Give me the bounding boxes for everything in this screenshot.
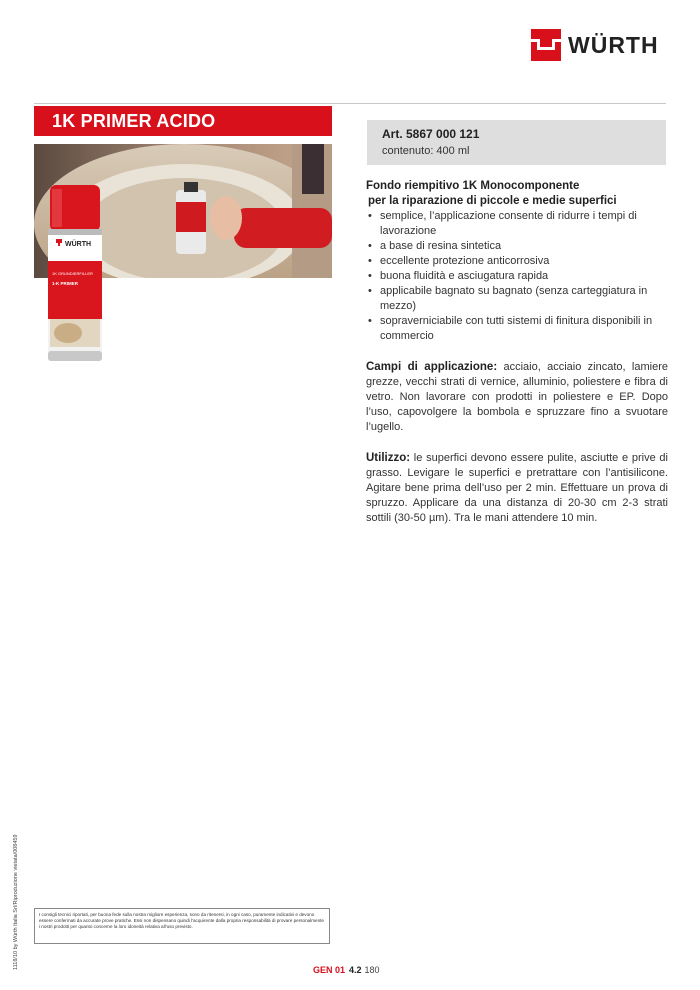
footer-section: 4.2 [349, 965, 362, 975]
spray-can-image [46, 185, 104, 363]
page-number: 180 [364, 965, 380, 975]
article-content: contenuto: 400 ml [382, 145, 470, 157]
feature-list [366, 209, 668, 344]
disclaimer-box: I consigli tecnici riportati, per buona fede sulla nostra migliore esperienza, sono da ritenersi, in ogni caso, puramente indicativi e devono essere confermati da accurate prove pratiche. Essi non dispensano quindi l’acquirente dalla propria responsabilità di provare personalmente i nostri prodotti per quanto concerne la loro idoneità relativa all’uso previsto. [34, 908, 330, 944]
application-paragraph [366, 360, 668, 435]
svg-text:WÜRTH: WÜRTH [65, 241, 92, 248]
copyright-side-note: 1118/10 by Würth Italia Srl/Riproduzione vietata/008459 [13, 834, 19, 970]
product-title: 1K PRIMER ACIDO [52, 111, 216, 131]
product-title-bar [34, 106, 332, 136]
usage-paragraph [366, 451, 668, 526]
article-info-box [367, 120, 666, 165]
usage-text: le superfici devono essere pulite, asciutte e prive di grasso. Levigare le superfici e pretrattare con l’antisilicone. Agitare bene prima dell’uso per 2 min. Effettuare un prova di spruzzo. Applicare da una distanza di 20-30 cm 2-3 strati sottili (30-50 µm). Tra le mani attendere 10 min. [366, 452, 668, 524]
headline-line-2: per la riparazione di piccole e medie superfici [368, 195, 617, 207]
list-item: • a base di resina sintetica [366, 239, 668, 254]
application-text: acciaio, acciaio zincato, lamiere grezze, vecchi strati di vernice, alluminio, poliestere e fibra di vetro. Non lavorare con prodotti in poliestere e EP. Dopo l’uso, capovolgere la bombola e spruzzare fino a svuotare l’ugello. [366, 361, 668, 433]
headline-line-1: Fondo riempitivo 1K Monocomponente [366, 180, 580, 192]
description-column [366, 179, 668, 526]
application-label: Campi di applicazione: [366, 361, 498, 373]
brand-name: WÜRTH [568, 32, 659, 58]
can-label-line2: 1-K PRIMER [52, 281, 79, 286]
can-label-line1: 1K GRUNDIERFILLER [52, 271, 93, 276]
article-number: Art. 5867 000 121 [382, 127, 480, 141]
footer-chapter: GEN 01 [313, 965, 346, 975]
wurth-logo-icon [531, 29, 561, 61]
wurth-logo [531, 29, 671, 63]
list-item: • eccellente protezione anticorrosiva [366, 254, 668, 269]
list-item: • sopraverniciabile con tutti sistemi di finitura disponibili in commercio [366, 314, 668, 344]
usage-label: Utilizzo: [366, 452, 411, 464]
page-footer [313, 965, 380, 975]
list-item: • buona fluidità e asciugatura rapida [366, 269, 668, 284]
title-rule [34, 103, 666, 104]
list-item: • semplice, l’applicazione consente di ridurre i tempi di lavorazione [366, 209, 668, 239]
list-item: • applicabile bagnato su bagnato (senza carteggiatura in mezzo) [366, 284, 668, 314]
